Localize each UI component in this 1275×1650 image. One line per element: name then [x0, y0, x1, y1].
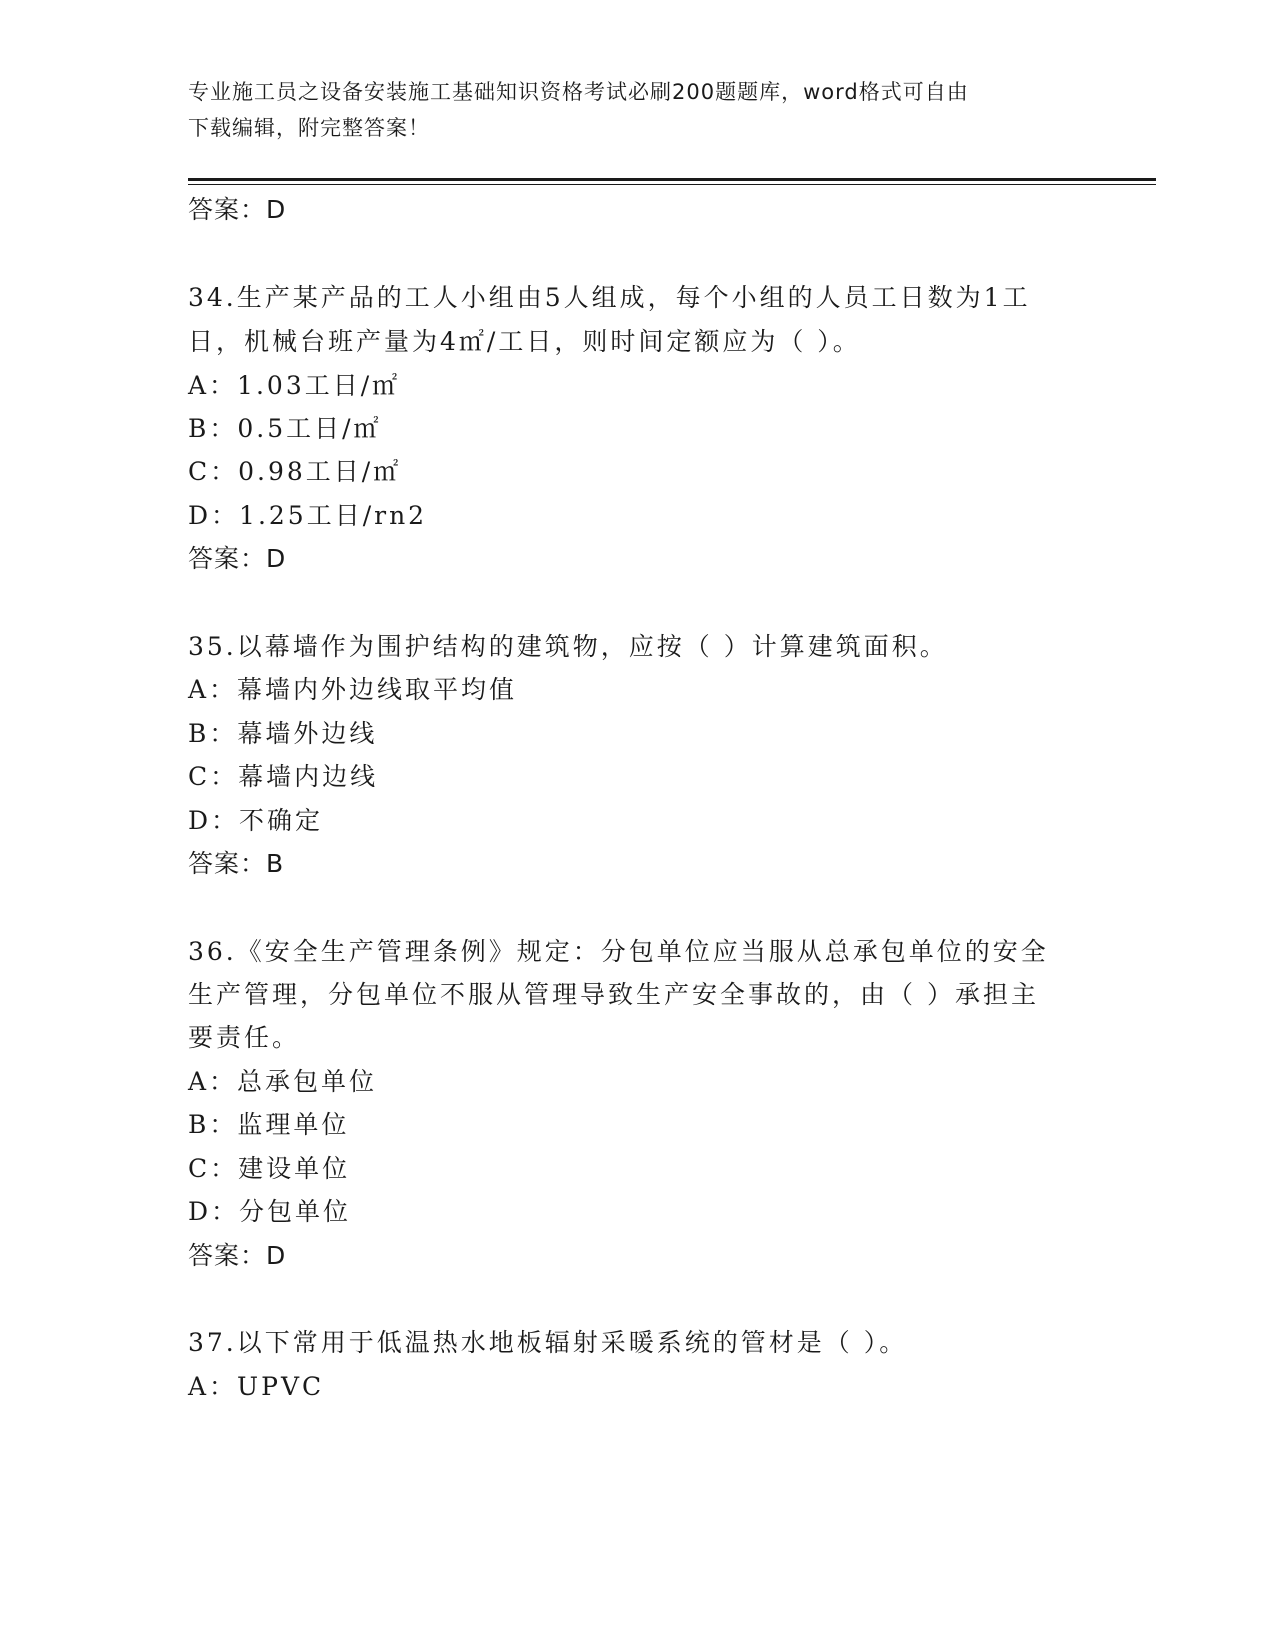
header-line-1: 专业施工员之设备安装施工基础知识资格考试必刷200题题库，word格式可自由: [188, 80, 969, 104]
question-36-option-d: D：分包单位: [188, 1197, 352, 1226]
document-header: [188, 74, 1068, 146]
question-34-line-1: 34.生产某产品的工人小组由5人组成，每个小组的人员工日数为1工: [188, 283, 1031, 312]
question-36-line-2: 生产管理，分包单位不服从管理导致生产安全事故的，由（ ）承担主: [188, 980, 1039, 1009]
question-34-option-a: A：1.03工日/㎡: [188, 371, 401, 400]
header-rule-thick: [188, 178, 1156, 181]
question-35-option-c: C：幕墙内边线: [188, 762, 379, 791]
question-35-line-1: 35.以幕墙作为围护结构的建筑物，应按（ ）计算建筑面积。: [188, 632, 948, 661]
header-rule-thin: [188, 184, 1156, 185]
question-34-answer: 答案：D: [188, 544, 287, 573]
header-line-2: 下载编辑，附完整答案！: [188, 116, 430, 140]
question-36-answer: 答案：D: [188, 1241, 287, 1270]
question-36-line-3: 要责任。: [188, 1023, 301, 1052]
question-36-option-a: A：总承包单位: [188, 1067, 378, 1096]
answer-line: 答案：D: [188, 195, 287, 224]
question-35-option-d: D：不确定: [188, 806, 324, 835]
question-35-option-a: A：幕墙内外边线取平均值: [188, 675, 518, 704]
question-34-option-d: D：1.25工日/rn2: [188, 501, 428, 530]
question-36-line-1: 36.《安全生产管理条例》规定：分包单位应当服从总承包单位的安全: [188, 937, 1049, 966]
question-36-option-c: C：建设单位: [188, 1154, 351, 1183]
question-34-option-c: C：0.98工日/㎡: [188, 457, 402, 486]
question-35-answer: 答案：B: [188, 849, 285, 878]
question-37-line-1: 37.以下常用于低温热水地板辐射采暖系统的管材是（ ）。: [188, 1328, 908, 1357]
question-34-line-2: 日，机械台班产量为4㎡/工日，则时间定额应为（ ）。: [188, 327, 861, 356]
question-34-option-b: B：0.5工日/㎡: [188, 414, 382, 443]
question-35-option-b: B：幕墙外边线: [188, 719, 378, 748]
question-36-option-b: B：监理单位: [188, 1110, 350, 1139]
question-37-option-a: A：UPVC: [188, 1372, 325, 1401]
